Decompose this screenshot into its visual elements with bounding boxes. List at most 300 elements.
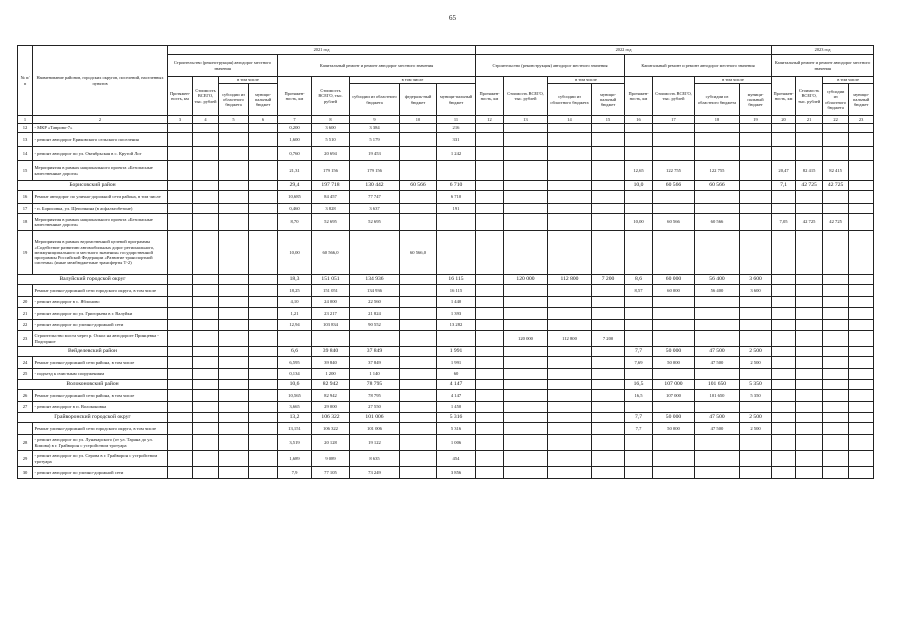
table-cell xyxy=(168,423,193,435)
row-number: 27 xyxy=(18,402,33,413)
table-cell xyxy=(476,369,504,380)
table-cell xyxy=(504,285,548,297)
table-cell xyxy=(772,133,796,147)
table-row xyxy=(18,231,874,275)
table-cell xyxy=(193,308,219,320)
table-cell: 18,25 xyxy=(278,285,312,297)
section-cell xyxy=(592,347,625,357)
table-cell: 39 840 xyxy=(312,357,350,369)
table-cell: 8,70 xyxy=(278,214,312,231)
table-cell xyxy=(400,320,437,331)
table-cell xyxy=(193,390,219,402)
header-cost: Стоимость ВСЕГО, тыс. рублей xyxy=(312,77,350,116)
column-number-row xyxy=(18,116,874,124)
header-municipal: муници-пальный бюджет xyxy=(249,84,278,116)
table-cell xyxy=(740,147,772,161)
table-cell xyxy=(592,204,625,214)
table-cell: 112 800 xyxy=(548,331,592,347)
table-cell xyxy=(219,423,249,435)
table-cell xyxy=(653,297,695,308)
table-cell xyxy=(849,308,874,320)
table-cell xyxy=(695,402,740,413)
row-name: Ремонт автодорог по улично-дорожной сети района, в том числе xyxy=(33,191,168,204)
table-cell: 179 156 xyxy=(350,161,400,181)
section-cell: 130 442 xyxy=(350,181,400,191)
section-cell xyxy=(504,347,548,357)
header-incl: в том числе xyxy=(350,77,476,84)
table-cell xyxy=(772,191,796,204)
table-cell xyxy=(796,204,823,214)
section-title: Вейделевский район xyxy=(18,347,168,357)
table-cell xyxy=(695,191,740,204)
section-cell: 42 725 xyxy=(796,181,823,191)
section-cell: 50 000 xyxy=(653,413,695,423)
table-cell: 4,10 xyxy=(278,297,312,308)
table-cell: 120 000 xyxy=(504,331,548,347)
table-cell xyxy=(772,390,796,402)
table-cell xyxy=(592,161,625,181)
table-cell: 8,57 xyxy=(625,285,653,297)
table-cell xyxy=(653,231,695,275)
table-cell xyxy=(168,124,193,133)
header-length: Протяжен-ность, км xyxy=(168,77,193,116)
section-cell xyxy=(219,413,249,423)
table-cell: 60 000 xyxy=(653,285,695,297)
table-cell xyxy=(772,297,796,308)
section-cell: 4 147 xyxy=(437,380,476,390)
column-number: 7 xyxy=(278,116,312,124)
table-cell xyxy=(400,161,437,181)
table-cell xyxy=(592,133,625,147)
table-cell xyxy=(168,451,193,467)
table-cell xyxy=(695,133,740,147)
column-number: 4 xyxy=(193,116,219,124)
row-name: Мероприятия в рамках национального проекта «Безопасные качественные дороги» xyxy=(33,214,168,231)
section-cell xyxy=(504,181,548,191)
table-cell: 60 566,0 xyxy=(312,231,350,275)
table-cell xyxy=(849,133,874,147)
table-cell xyxy=(849,467,874,479)
table-cell xyxy=(653,308,695,320)
table-cell: 10,00 xyxy=(278,231,312,275)
table-cell xyxy=(400,308,437,320)
table-cell xyxy=(695,231,740,275)
column-number: 16 xyxy=(625,116,653,124)
table-cell xyxy=(849,204,874,214)
section-cell xyxy=(400,347,437,357)
table-cell xyxy=(400,390,437,402)
table-cell xyxy=(249,204,278,214)
table-cell: 179 156 xyxy=(312,161,350,181)
table-cell xyxy=(592,214,625,231)
table-cell xyxy=(249,124,278,133)
section-cell: 47 500 xyxy=(695,413,740,423)
table-cell xyxy=(548,451,592,467)
table-cell xyxy=(740,308,772,320)
header-subsidy: субсидии из областного бюджета xyxy=(548,84,592,116)
table-cell xyxy=(823,147,849,161)
section-cell: 7,7 xyxy=(625,413,653,423)
table-cell xyxy=(504,214,548,231)
table-cell xyxy=(592,402,625,413)
table-cell xyxy=(849,357,874,369)
table-cell xyxy=(168,357,193,369)
budget-table-wrap xyxy=(17,45,874,479)
table-cell xyxy=(823,133,849,147)
section-cell xyxy=(400,380,437,390)
table-cell xyxy=(350,331,400,347)
column-number: 11 xyxy=(437,116,476,124)
table-cell xyxy=(168,369,193,380)
section-cell: 5 316 xyxy=(437,413,476,423)
table-cell: 60 566 xyxy=(653,214,695,231)
section-cell: 197 718 xyxy=(312,181,350,191)
table-row xyxy=(18,133,874,147)
table-cell xyxy=(219,467,249,479)
table-cell xyxy=(193,133,219,147)
section-cell xyxy=(796,347,823,357)
section-cell xyxy=(168,181,193,191)
table-cell xyxy=(249,390,278,402)
table-cell xyxy=(219,402,249,413)
table-cell: 7 200 xyxy=(592,331,625,347)
table-cell xyxy=(548,297,592,308)
table-cell: 6,595 xyxy=(278,357,312,369)
table-cell xyxy=(168,231,193,275)
column-number: 19 xyxy=(740,116,772,124)
table-cell: 216 xyxy=(437,124,476,133)
table-cell xyxy=(653,191,695,204)
table-cell: 103 834 xyxy=(312,320,350,331)
header-incl: в том числе xyxy=(823,77,874,84)
table-cell xyxy=(193,191,219,204)
table-cell xyxy=(476,402,504,413)
section-cell xyxy=(193,347,219,357)
table-cell xyxy=(823,320,849,331)
row-number: 26 xyxy=(18,390,33,402)
section-cell xyxy=(592,413,625,423)
table-cell: 52 695 xyxy=(350,214,400,231)
table-cell xyxy=(740,133,772,147)
table-cell xyxy=(437,161,476,181)
table-cell xyxy=(249,402,278,413)
table-cell xyxy=(772,285,796,297)
table-cell: 7,7 xyxy=(625,423,653,435)
table-cell xyxy=(548,357,592,369)
table-cell xyxy=(653,467,695,479)
table-cell xyxy=(625,147,653,161)
table-cell: 23 217 xyxy=(312,308,350,320)
table-cell xyxy=(849,191,874,204)
table-cell: 47 500 xyxy=(695,423,740,435)
header-no: № п/п xyxy=(18,46,33,116)
table-cell xyxy=(849,214,874,231)
table-cell: 1 991 xyxy=(437,357,476,369)
row-number: 29 xyxy=(18,451,33,467)
section-cell: 47 500 xyxy=(695,347,740,357)
row-number xyxy=(18,285,33,297)
table-cell xyxy=(695,435,740,451)
table-cell xyxy=(193,214,219,231)
table-cell xyxy=(476,133,504,147)
table-cell xyxy=(400,331,437,347)
table-cell xyxy=(476,308,504,320)
table-cell: 16,5 xyxy=(625,390,653,402)
section-cell xyxy=(796,380,823,390)
table-cell xyxy=(796,147,823,161)
section-cell xyxy=(249,380,278,390)
table-cell: 101 650 xyxy=(695,390,740,402)
table-row xyxy=(18,285,874,297)
section-cell: 60 566 xyxy=(653,181,695,191)
section-cell xyxy=(504,380,548,390)
table-cell xyxy=(796,369,823,380)
table-cell xyxy=(400,423,437,435)
header-cost: Стоимость ВСЕГО, тыс. рублей xyxy=(504,77,548,116)
header-cost: Стоимость ВСЕГО, тыс. рублей xyxy=(193,77,219,116)
table-cell xyxy=(168,285,193,297)
table-cell xyxy=(625,308,653,320)
section-cell xyxy=(772,380,796,390)
table-cell xyxy=(796,467,823,479)
table-cell xyxy=(625,402,653,413)
table-cell: 0,760 xyxy=(278,147,312,161)
table-cell xyxy=(740,369,772,380)
table-cell xyxy=(400,402,437,413)
table-cell: 8 635 xyxy=(350,451,400,467)
table-cell: 3 637 xyxy=(350,204,400,214)
table-cell xyxy=(823,191,849,204)
table-cell xyxy=(476,320,504,331)
table-cell xyxy=(548,390,592,402)
section-cell: 6,6 xyxy=(278,347,312,357)
table-cell xyxy=(400,369,437,380)
table-cell xyxy=(823,285,849,297)
table-cell: 191 xyxy=(437,204,476,214)
table-cell xyxy=(437,331,476,347)
table-cell xyxy=(796,435,823,451)
section-cell: 101 650 xyxy=(695,380,740,390)
table-cell xyxy=(695,308,740,320)
section-cell: 78 795 xyxy=(350,380,400,390)
table-cell xyxy=(219,133,249,147)
table-cell xyxy=(249,435,278,451)
table-cell xyxy=(219,191,249,204)
section-cell: 107 000 xyxy=(653,380,695,390)
section-cell xyxy=(548,181,592,191)
row-number: 19 xyxy=(18,231,33,275)
table-cell xyxy=(592,451,625,467)
row-number: 13 xyxy=(18,133,33,147)
table-cell: 331 xyxy=(437,133,476,147)
table-cell: 10,565 xyxy=(278,390,312,402)
table-cell: 19 453 xyxy=(350,147,400,161)
table-cell: 1 200 xyxy=(312,369,350,380)
table-cell xyxy=(653,124,695,133)
table-row xyxy=(18,402,874,413)
table-cell xyxy=(249,369,278,380)
table-cell: 37 849 xyxy=(350,357,400,369)
section-cell xyxy=(796,275,823,285)
table-cell: 10,685 xyxy=(278,191,312,204)
table-cell xyxy=(796,451,823,467)
table-cell xyxy=(740,297,772,308)
table-cell xyxy=(823,357,849,369)
table-cell xyxy=(592,308,625,320)
table-cell: 60 xyxy=(437,369,476,380)
table-cell xyxy=(504,191,548,204)
section-cell: 16 115 xyxy=(437,275,476,285)
table-cell xyxy=(504,161,548,181)
table-cell xyxy=(193,161,219,181)
table-cell xyxy=(695,147,740,161)
section-cell xyxy=(504,413,548,423)
table-cell xyxy=(625,369,653,380)
section-cell: 151 051 xyxy=(312,275,350,285)
table-cell: 1 140 xyxy=(350,369,400,380)
row-name: - ремонт автодорог по ул. Григорьева в г. Валуйки xyxy=(33,308,168,320)
table-cell: 20 694 xyxy=(312,147,350,161)
table-cell xyxy=(849,435,874,451)
section-cell: 106 322 xyxy=(312,413,350,423)
table-cell: 50 000 xyxy=(653,423,695,435)
table-cell xyxy=(193,297,219,308)
row-name: - ремонт автодорог по ул. Октябрьская в с. Крутой Лог xyxy=(33,147,168,161)
table-cell: 56 400 xyxy=(695,285,740,297)
table-cell xyxy=(249,214,278,231)
row-number: 23 xyxy=(18,331,33,347)
table-cell: 3 384 xyxy=(350,124,400,133)
table-cell: 7,69 xyxy=(625,357,653,369)
table-cell: 20 128 xyxy=(312,435,350,451)
table-cell: 5 350 xyxy=(740,390,772,402)
table-cell: 12,94 xyxy=(278,320,312,331)
table-cell xyxy=(168,161,193,181)
table-row xyxy=(18,297,874,308)
table-cell xyxy=(823,124,849,133)
table-cell xyxy=(796,320,823,331)
row-number: 14 xyxy=(18,147,33,161)
table-cell xyxy=(625,191,653,204)
table-cell xyxy=(740,231,772,275)
table-cell xyxy=(548,133,592,147)
column-number: 15 xyxy=(592,116,625,124)
table-cell: 29 000 xyxy=(312,402,350,413)
section-cell: 42 725 xyxy=(823,181,849,191)
table-cell xyxy=(695,204,740,214)
table-body xyxy=(18,124,874,479)
table-cell xyxy=(504,320,548,331)
table-cell xyxy=(548,423,592,435)
table-cell xyxy=(849,320,874,331)
table-cell xyxy=(849,297,874,308)
section-cell: 13,2 xyxy=(278,413,312,423)
table-cell: 42 725 xyxy=(796,214,823,231)
table-cell xyxy=(504,231,548,275)
table-cell xyxy=(476,147,504,161)
section-cell: 10,6 xyxy=(278,380,312,390)
table-cell: 10,00 xyxy=(625,214,653,231)
row-name: - п. Борисовка, ул. Щепочкина (в асфальтобетоне) xyxy=(33,204,168,214)
table-cell: 5 316 xyxy=(437,423,476,435)
table-cell xyxy=(849,124,874,133)
table-cell xyxy=(312,331,350,347)
section-cell xyxy=(249,275,278,285)
table-cell xyxy=(849,147,874,161)
section-cell xyxy=(849,275,874,285)
column-number: 1 xyxy=(18,116,33,124)
table-cell: 77 747 xyxy=(350,191,400,204)
table-cell: 3 600 xyxy=(312,124,350,133)
section-cell xyxy=(740,181,772,191)
table-row xyxy=(18,357,874,369)
table-cell: 78 795 xyxy=(350,390,400,402)
section-cell: 37 849 xyxy=(350,347,400,357)
section-cell xyxy=(772,413,796,423)
table-cell xyxy=(504,133,548,147)
table-cell xyxy=(592,191,625,204)
table-cell xyxy=(796,402,823,413)
table-cell xyxy=(695,320,740,331)
row-name: - ремонт автодорог в п. Волоконовка xyxy=(33,402,168,413)
table-cell: 21 824 xyxy=(350,308,400,320)
row-name: Ремонт улично-дорожной сети района, в том числе xyxy=(33,390,168,402)
table-cell xyxy=(219,390,249,402)
table-cell xyxy=(548,435,592,451)
table-cell: 5 510 xyxy=(312,133,350,147)
table-cell xyxy=(772,308,796,320)
table-cell xyxy=(625,451,653,467)
table-cell: 2 500 xyxy=(740,423,772,435)
table-cell: 82 415 xyxy=(823,161,849,181)
table-cell xyxy=(548,308,592,320)
section-cell: 2 500 xyxy=(740,347,772,357)
section-cell xyxy=(823,347,849,357)
table-cell xyxy=(168,308,193,320)
table-cell xyxy=(796,390,823,402)
table-cell xyxy=(249,297,278,308)
row-name: - ремонт автодорог по ул. Луначарского (от ул. Тарана до ул. Комова) в г. Грайворон с устройством тротуара xyxy=(33,435,168,451)
table-cell xyxy=(249,191,278,204)
table-cell xyxy=(504,124,548,133)
section-cell xyxy=(548,380,592,390)
table-cell xyxy=(504,308,548,320)
section-cell xyxy=(249,181,278,191)
table-cell xyxy=(823,390,849,402)
table-cell xyxy=(772,124,796,133)
table-cell xyxy=(548,402,592,413)
table-cell xyxy=(476,297,504,308)
row-name: - ремонт автодорог по улично-дорожной сети xyxy=(33,320,168,331)
table-cell xyxy=(653,133,695,147)
table-cell xyxy=(219,297,249,308)
section-cell xyxy=(772,347,796,357)
section-title: Борисовский район xyxy=(18,181,168,191)
header-group-4: Капитальный ремонт и ремонт автодорог местного значения xyxy=(625,55,772,77)
table-cell xyxy=(695,451,740,467)
row-number: 18 xyxy=(18,214,33,231)
table-row xyxy=(18,124,874,133)
section-row xyxy=(18,380,874,390)
column-number: 18 xyxy=(695,116,740,124)
table-cell xyxy=(772,147,796,161)
table-cell: 1 006 xyxy=(437,435,476,451)
table-cell xyxy=(168,214,193,231)
column-number: 14 xyxy=(548,116,592,124)
table-cell xyxy=(249,231,278,275)
section-cell xyxy=(168,275,193,285)
table-cell xyxy=(350,231,400,275)
